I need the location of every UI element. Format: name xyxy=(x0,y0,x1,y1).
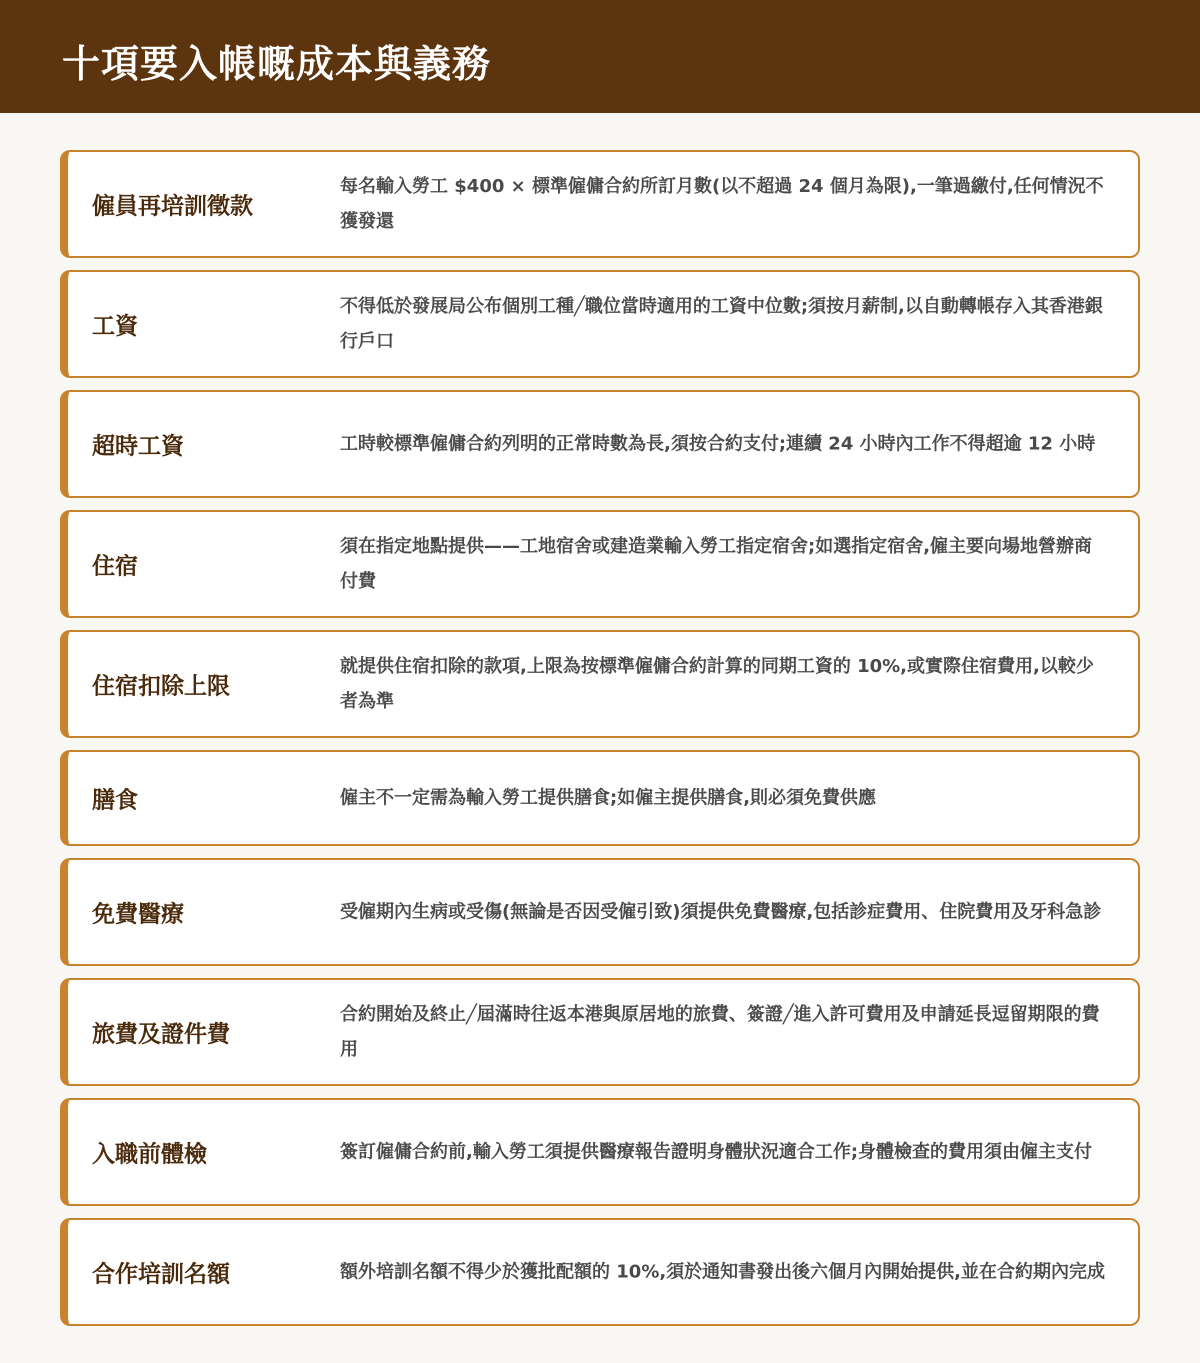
list-item xyxy=(60,1098,1140,1206)
item-label: 膳食 xyxy=(92,787,138,814)
list-item xyxy=(60,150,1140,258)
list-item xyxy=(60,510,1140,618)
item-label: 工資 xyxy=(92,313,138,340)
item-description: 就提供住宿扣除的款項,上限為按標準僱傭合約計算的同期工資的 10%,或實際住宿費用,以較少者為準 xyxy=(340,656,1094,712)
item-label: 超時工資 xyxy=(92,433,184,460)
page-title: 十項要入帳嘅成本與義務 xyxy=(62,42,492,86)
list-item xyxy=(60,978,1140,1086)
list-item xyxy=(60,630,1140,738)
item-description: 工時較標準僱傭合約列明的正常時數為長,須按合約支付;連續 24 小時內工作不得超逾 12 小時 xyxy=(340,433,1096,455)
list-item xyxy=(60,270,1140,378)
item-label: 旅費及證件費 xyxy=(92,1021,230,1048)
item-description: 不得低於發展局公布個別工種╱職位當時適用的工資中位數;須按月薪制,以自動轉帳存入其香港銀行戶口 xyxy=(340,296,1103,352)
item-label: 免費醫療 xyxy=(92,901,184,928)
item-description: 每名輸入勞工 $400 × 標準僱傭合約所訂月數(以不超過 24 個月為限),一筆過繳付,任何情況不獲發還 xyxy=(340,176,1104,232)
item-description: 受僱期內生病或受傷(無論是否因受僱引致)須提供免費醫療,包括診症費用、住院費用及牙科急診 xyxy=(340,901,1102,923)
list-item xyxy=(60,1218,1140,1326)
list-item xyxy=(60,390,1140,498)
item-description: 須在指定地點提供——工地宿舍或建造業輸入勞工指定宿舍;如選指定宿舍,僱主要向場地營辦商付費 xyxy=(340,536,1093,592)
item-description: 合約開始及終止╱屆滿時往返本港與原居地的旅費、簽證╱進入許可費用及申請延長逗留期限的費用 xyxy=(340,1004,1100,1060)
obligations-list xyxy=(60,150,1140,1338)
item-label: 僱員再培訓徵款 xyxy=(92,193,253,220)
item-label: 合作培訓名額 xyxy=(92,1261,230,1288)
list-item xyxy=(60,750,1140,846)
item-label: 住宿 xyxy=(92,553,138,580)
item-description: 額外培訓名額不得少於獲批配額的 10%,須於通知書發出後六個月內開始提供,並在合約期內完成 xyxy=(340,1261,1106,1283)
item-label: 住宿扣除上限 xyxy=(92,673,230,700)
item-description: 簽訂僱傭合約前,輸入勞工須提供醫療報告證明身體狀況適合工作;身體檢查的費用須由僱主支付 xyxy=(340,1141,1093,1163)
item-description: 僱主不一定需為輸入勞工提供膳食;如僱主提供膳食,則必須免費供應 xyxy=(340,787,877,809)
item-label: 入職前體檢 xyxy=(92,1141,207,1168)
list-item xyxy=(60,858,1140,966)
header-bar xyxy=(0,0,1200,113)
